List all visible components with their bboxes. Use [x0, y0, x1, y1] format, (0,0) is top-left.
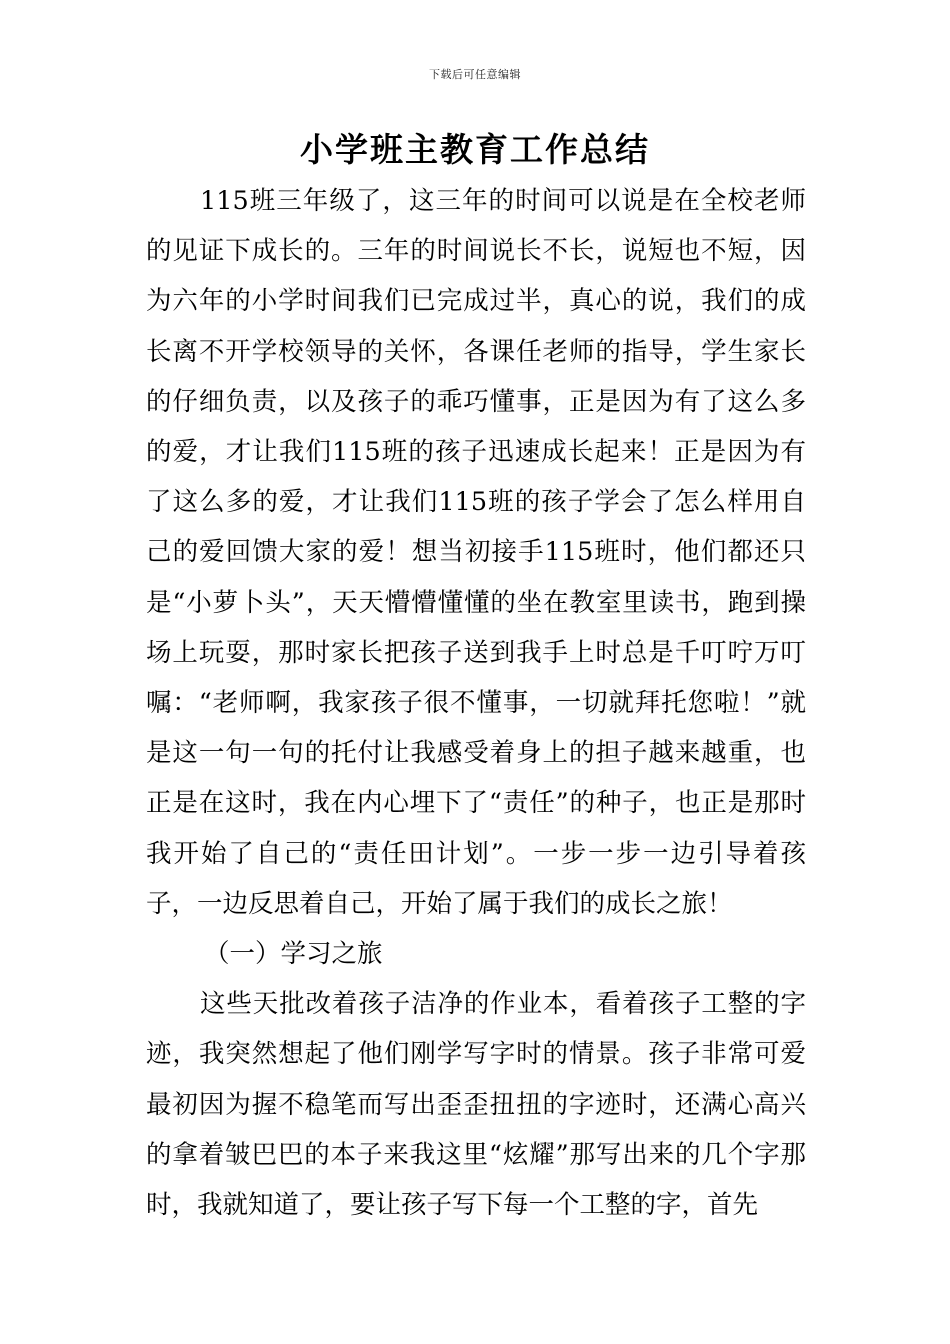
body-paragraph: 这些天批改着孩子洁净的作业本，看着孩子工整的字迹，我突然想起了他们刚学写字时的情景。孩子非常可爱最初因为握不稳笔而写出歪歪扭扭的字迹时，还满心高兴的拿着皱巴巴的本子来我这里“炫耀”那写出来的几个字那时，我就知道了，要让孩子写下每一个工整的字，首先 [146, 989, 806, 1221]
header-note: 下载后可任意编辑 [429, 68, 521, 81]
document-body [146, 176, 806, 1230]
body-paragraph: 115班三年级了，这三年的时间可以说是在全校老师的见证下成长的。三年的时间说长不长，说短也不短，因为六年的小学时间我们已完成过半，真心的说，我们的成长离不开学校领导的关怀，各课任老师的指导，学生家长的仔细负责，以及孩子的乖巧懂事，正是因为有了这么多的爱，才让我们115班的孩子迅速成长起来！正是因为有了这么多的爱，才让我们115班的孩子学会了怎么样用自己的爱回馈大家的爱！想当初接手115班时，他们都还只是“小萝卜头”，天天懵懵懂懂的坐在教室里读书，跑到操场上玩耍，那时家长把孩子送到我手上时总是千叮咛万叮嘱：“老师啊，我家孩子很不懂事，一切就拜托您啦！”就是这一句一句的托付让我感受着身上的担子越来越重，也正是在这时，我在内心埋下了“责任”的种子，也正是那时我开始了自己的“责任田计划”。一步一步一边引导着孩子，一边反思着自己，开始了属于我们的成长之旅！ [146, 186, 806, 919]
section-heading: （一）学习之旅 [204, 939, 383, 970]
document-title: 小学班主教育工作总结 [300, 130, 650, 169]
